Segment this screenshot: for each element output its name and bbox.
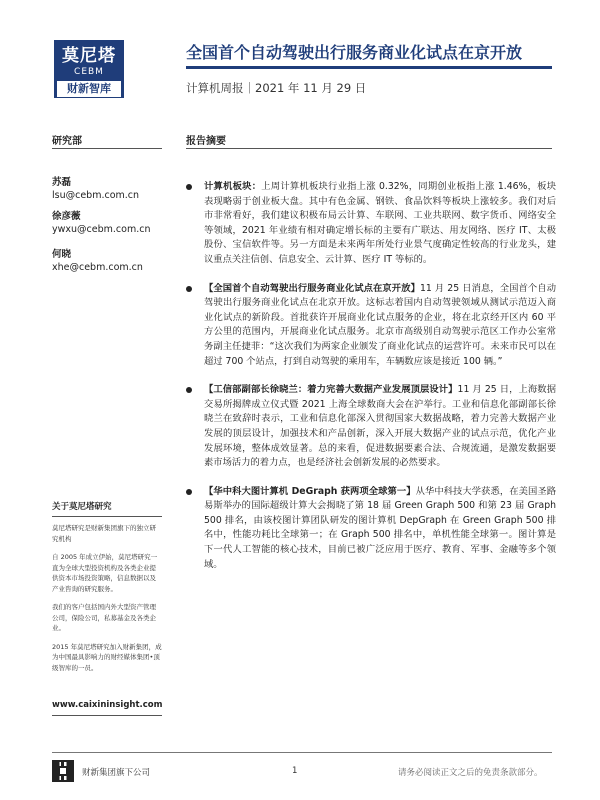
about-paragraph: 莫尼塔研究是财新集团旗下的独立研究机构 bbox=[52, 524, 156, 543]
logo-sub: 财新智库 bbox=[57, 81, 121, 97]
summary-bullets bbox=[170, 180, 556, 586]
bullet-lead: 【华中科大图计算机 DeGraph 获两项全球第一】 bbox=[204, 485, 416, 497]
dept-label: 研究部 bbox=[52, 136, 82, 147]
analyst-name: 徐彦薇 bbox=[52, 211, 81, 222]
about-title: 关于莫尼塔研究 bbox=[52, 500, 162, 517]
summary-bullet bbox=[170, 180, 556, 268]
footer-divider bbox=[52, 752, 552, 753]
bullet-lead: 【全国首个自动驾驶出行服务商业化试点在京开放】 bbox=[204, 282, 420, 294]
analyst-name: 苏磊 bbox=[52, 177, 72, 188]
about-section bbox=[52, 500, 162, 681]
summary-label: 报告摘要 bbox=[186, 136, 226, 147]
about-paragraph: 我们的客户包括国内外大型资产管理公司，保险公司，私募基金及各类企业。 bbox=[52, 603, 156, 632]
report-subtitle: 计算机周报｜2021 年 11 月 29 日 bbox=[186, 81, 367, 95]
page-number: 1 bbox=[292, 766, 298, 776]
bullet-text: 11 月 25 日消息，全国首个自动驾驶出行服务商业化试点在北京开放。这标志着国内自动驾驶领域从测试示范迈入商业化试点的新阶段。首批获许开展商业化试点服务的企业，将在北京经开区内 60 平方公里的范围内，开展商业化试点服务。北京市高级别自动驾驶示范区工作办公室常务副主任捷菲：“这次我们为两家企业颁发了商业化试点的运营许可。未来市民可以在超过 700 个站点，打到自动驾驶的乘用车，车辆数应该是接近 100 辆。” bbox=[204, 282, 556, 367]
summary-bullet bbox=[170, 383, 556, 471]
bullet-lead: 计算机板块： bbox=[204, 181, 262, 192]
bullet-text: 上周计算机板块行业指上涨 0.32%，同期创业板指上涨 1.46%，板块表现略弱于创业板大盘。其中有色金属、钢铁、食品饮料等板块上涨较多。我们对后市非常看好，我们建议积极布局云计算、车联网、工业共联网、数字货币、网络安全等领域，2021 年业绩有相对确定增长标的主要有广联达、用友网络、医疗 IT、太极股份、宝信软件等。另一方面是未来两年所处行业景气度确定性较高的行业龙头，建议重点关注信创、信息安全、云计算、医疗 IT 等标的。 bbox=[204, 181, 556, 265]
website-divider bbox=[52, 715, 162, 716]
analyst-name: 何晓 bbox=[52, 249, 72, 260]
summary-divider bbox=[186, 148, 552, 149]
qr-finder bbox=[58, 766, 68, 776]
bullet-icon bbox=[186, 184, 192, 190]
dept-divider bbox=[52, 148, 162, 149]
analyst-email[interactable]: lsu@cebm.com.cn bbox=[52, 190, 140, 201]
analyst-email[interactable]: xhe@cebm.com.cn bbox=[52, 262, 143, 273]
analyst-3 bbox=[52, 248, 143, 274]
logo-cn: 莫尼塔 bbox=[62, 46, 116, 66]
analyst-1 bbox=[52, 176, 139, 202]
analyst-2 bbox=[52, 210, 150, 236]
about-paragraph: 2015 年莫尼塔研究加入财新集团，成为中国最具影响力的财经媒体集团•顶级智库的一员。 bbox=[52, 642, 162, 672]
brand-logo bbox=[54, 40, 124, 98]
title-divider bbox=[186, 66, 552, 69]
bullet-icon bbox=[186, 489, 192, 495]
bullet-text: 从华中科技大学获悉，在美国圣路易斯举办的国际超级计算大会揭晓了第 18 届 Green Graph 500 和第 23 届 Graph 500 排名，由该校图计算团队研发的图计算机 DepGraph 在 Green Graph 500 排名中，性能功耗比全球第一；在 Graph 500 排名中，单机性能全球第一。图计算是下一代人工智能的核心技术，目前已被广泛应用于医疗、教育、军事、金融等多个领域。 bbox=[204, 485, 556, 570]
footer-company: 财新集团旗下公司 bbox=[82, 768, 151, 778]
bullet-icon bbox=[186, 387, 192, 393]
footer-disclaimer: 请务必阅读正文之后的免责条款部分。 bbox=[398, 768, 543, 778]
bullet-icon bbox=[186, 286, 192, 292]
bullet-lead: 【工信部副部长徐晓兰：着力完善大数据产业发展顶层设计】 bbox=[204, 384, 458, 396]
bullet-text: 11 月 25 日，上海数据交易所揭牌成立仪式暨 2021 上海全球数商大会在沪举行。工业和信息化部副部长徐晓兰在致辞时表示，工业和信息化部深入贯彻国家大数据战略，着力完善大数据产业发展的顶层设计，加强技术和产品创新，深入开展大数据产业的试点示范，优化产业发展环境，整体成效显著。总的来看，促进数据要素合法、合规流通，是激发数据要素市场活力的着力点，也是经济社会创新发展的必然要求。 bbox=[204, 384, 556, 469]
logo-en: CEBM bbox=[74, 67, 104, 77]
summary-bullet bbox=[170, 485, 556, 573]
qr-code-icon bbox=[52, 760, 74, 782]
analyst-email[interactable]: ywxu@cebm.com.cn bbox=[52, 224, 151, 235]
about-paragraph: 自 2005 年成立伊始，莫尼塔研究一直为全球大型投资机构及各类企业提供资本市场投资策略，信息数据以及产业咨询的研究服务。 bbox=[52, 553, 158, 593]
website-link[interactable]: www.caixininsight.com bbox=[52, 700, 163, 710]
report-title: 全国首个自动驾驶出行服务商业化试点在京开放 bbox=[186, 43, 523, 62]
summary-bullet bbox=[170, 282, 556, 370]
